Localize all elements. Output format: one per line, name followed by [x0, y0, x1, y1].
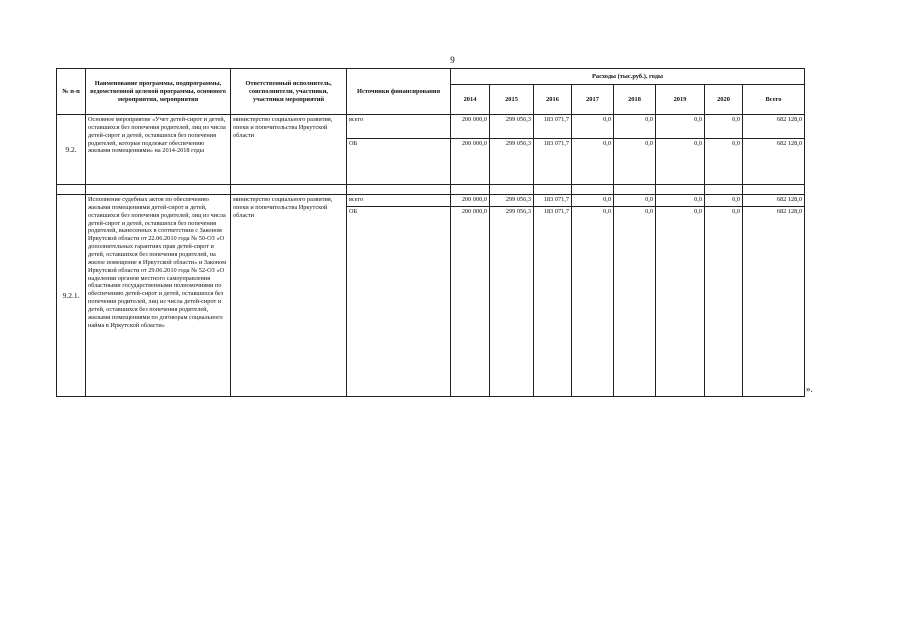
value-cell: 0,0 [614, 115, 656, 139]
financing-table [56, 68, 805, 397]
table-row [57, 115, 805, 139]
value-cell: 0,0 [614, 195, 656, 207]
value-cell: 183 071,7 [534, 115, 572, 139]
table-row [57, 195, 805, 207]
header-program-name: Наименование программы, подпрограммы, ведомственной целевой программы, основного мероприятия, мероприятия [86, 69, 231, 115]
value-cell: 0,0 [656, 195, 705, 207]
value-cell: 0,0 [656, 115, 705, 139]
value-cell: 299 056,3 [490, 195, 534, 207]
header-total: Всего [743, 85, 805, 115]
spacer-row [57, 185, 805, 195]
header-year: 2020 [705, 85, 743, 115]
total-cell: 682 128,0 [743, 115, 805, 139]
value-cell: 0,0 [572, 207, 614, 397]
total-cell: 682 128,0 [743, 139, 805, 185]
row-number: 9.2.1. [57, 195, 86, 397]
value-cell: 200 000,0 [451, 207, 490, 397]
value-cell: 0,0 [656, 207, 705, 397]
header-year: 2017 [572, 85, 614, 115]
value-cell: 183 071,7 [534, 139, 572, 185]
value-cell: 0,0 [614, 139, 656, 185]
row-source: всего [347, 195, 451, 207]
total-cell: 682 128,0 [743, 195, 805, 207]
value-cell: 0,0 [572, 139, 614, 185]
header-number: № п-п [57, 69, 86, 115]
row-name: Исполнение судебных актов по обеспечению жилыми помещениями детей-сирот и детей, оставшихся без попечения родителей, лиц из числа детей-сирот и детей, оставшихся без попечения родителей, вынесенных в соответствии с Законом Иркутской области от 22.06.2010 года № 50-ОЗ «О дополнительных гарантиях прав детей-сирот и детей, оставшихся без попечения родителей, на жилое помещение в Иркутской области» и Законом Иркутской области от 29.06.2010 года № 52-ОЗ «О наделении органов местного самоуправления областными государственными полномочиями по обеспечению детей-сирот и детей, оставшихся без попечения родителей, лиц из числа детей-сирот и детей, оставшихся без попечения родителей, жилыми помещениями по договорам социального найма в Иркутской области» [86, 195, 231, 397]
row-source: ОБ [347, 207, 451, 397]
value-cell: 299 056,3 [490, 139, 534, 185]
header-executor: Ответственный исполнитель, соисполнители, участники, участники мероприятий [231, 69, 347, 115]
row-source: ОБ [347, 139, 451, 185]
value-cell: 0,0 [705, 139, 743, 185]
value-cell: 200 000,0 [451, 195, 490, 207]
value-cell: 299 056,3 [490, 115, 534, 139]
row-executor: министерство социального развития, опеки и попечительства Иркутской области [231, 195, 347, 397]
total-cell: 682 128,0 [743, 207, 805, 397]
closing-quote-mark: ». [806, 384, 813, 394]
value-cell: 0,0 [705, 207, 743, 397]
header-year: 2015 [490, 85, 534, 115]
header-expenses: Расходы (тыс.руб.), годы [451, 69, 805, 85]
header-year: 2019 [656, 85, 705, 115]
row-name: Основное мероприятие «Учет детей-сирот и детей, оставшихся без попечения родителей, лиц из числа детей-сирот и детей, оставшихся без попечения родителей, которые подлежат обеспечению жилыми помещениями» на 2014-2018 годы [86, 115, 231, 185]
header-year: 2016 [534, 85, 572, 115]
value-cell: 200 000,0 [451, 139, 490, 185]
value-cell: 0,0 [572, 195, 614, 207]
value-cell: 183 071,7 [534, 195, 572, 207]
header-sources: Источники финансирования [347, 69, 451, 115]
header-year: 2014 [451, 85, 490, 115]
value-cell: 183 071,7 [534, 207, 572, 397]
value-cell: 299 056,3 [490, 207, 534, 397]
value-cell: 0,0 [705, 115, 743, 139]
row-number: 9.2. [57, 115, 86, 185]
page-number: 9 [450, 55, 455, 65]
value-cell: 0,0 [572, 115, 614, 139]
row-executor: министерство социального развития, опеки и попечительства Иркутской области [231, 115, 347, 185]
header-year: 2018 [614, 85, 656, 115]
row-source: всего [347, 115, 451, 139]
value-cell: 200 000,0 [451, 115, 490, 139]
value-cell: 0,0 [705, 195, 743, 207]
value-cell: 0,0 [656, 139, 705, 185]
value-cell: 0,0 [614, 207, 656, 397]
